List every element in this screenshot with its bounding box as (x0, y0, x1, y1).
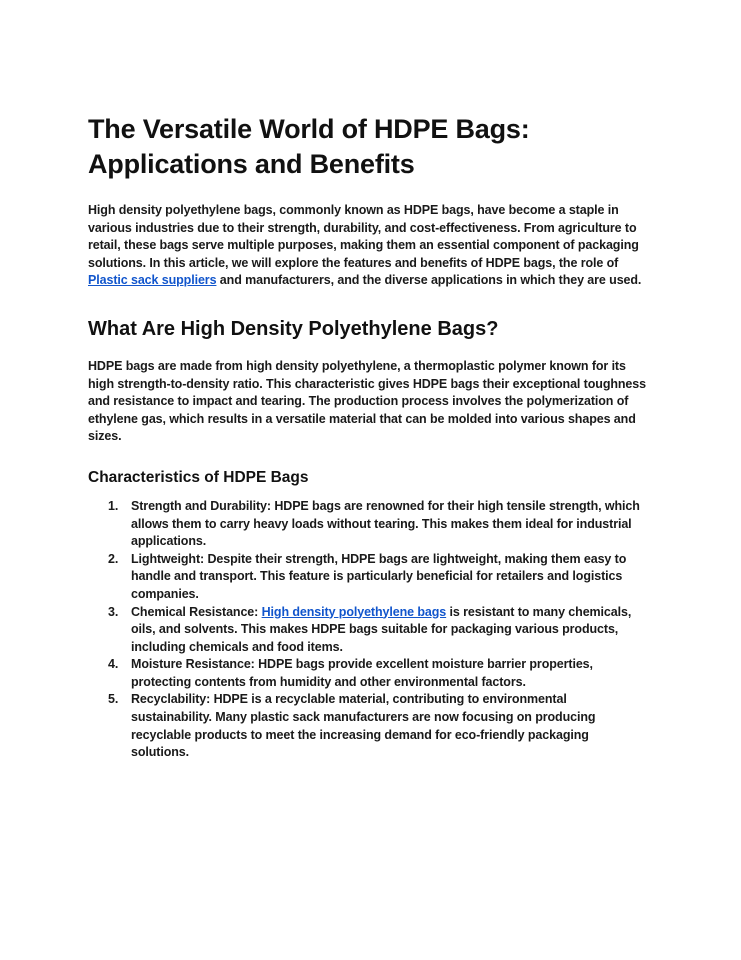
list-item-number: 1. (108, 498, 119, 513)
characteristics-list (88, 498, 650, 762)
list-item (88, 691, 650, 761)
intro-text-before: High density polyethylene bags, commonly known as HDPE bags, have become a staple in various industries due to their strength, durability, and cost-effectiveness. From agriculture to retail, these bags serve multiple purposes, making them an essential component of packaging solutions. In this article, we will explore the features and benefits of HDPE bags, the role of (88, 203, 639, 270)
plastic-sack-suppliers-link[interactable]: Plastic sack suppliers (88, 273, 217, 288)
list-item-number: 3. (108, 604, 119, 619)
intro-paragraph (88, 202, 650, 290)
list-item (88, 604, 650, 657)
section-paragraph-what-are: HDPE bags are made from high density polyethylene, a thermoplastic polymer known for its high strength-to-density ratio. This characteristic gives HDPE bags their exceptional toughness and resistance to impact and tearing. The production process involves the polymerization of ethylene gas, which results in a versatile material that can be molded into various shapes and sizes. (88, 358, 646, 444)
list-item-text: Moisture Resistance: HDPE bags provide excellent moisture barrier properties, protecting contents from humidity and other environmental factors. (131, 657, 593, 689)
list-item-number: 2. (108, 551, 119, 566)
list-item-number: 4. (108, 657, 119, 672)
intro-text-after: and manufacturers, and the diverse applications in which they are used. (216, 273, 642, 288)
document-page (88, 112, 650, 762)
list-item-text-after: is resistant to many chemicals, oils, and solvents. This makes HDPE bags suitable for packaging various products, including chemicals and food items. (131, 604, 632, 654)
list-item (88, 551, 650, 604)
list-item-number: 5. (108, 692, 119, 707)
list-item (88, 498, 650, 551)
page-title: The Versatile World of HDPE Bags: Applications and Benefits (88, 114, 530, 179)
list-item-text: Strength and Durability: HDPE bags are renowned for their high tensile strength, which allows them to carry heavy loads without tearing. This makes them ideal for industrial applications. (131, 498, 640, 549)
section-heading-characteristics: Characteristics of HDPE Bags (88, 468, 309, 486)
list-item-text-before: Chemical Resistance: (131, 604, 262, 619)
list-item-text: Lightweight: Despite their strength, HDPE bags are lightweight, making them easy to handle and transport. This feature is particularly beneficial for retailers and logistics companies. (131, 551, 627, 601)
list-item-text: Recyclability: HDPE is a recyclable material, contributing to environmental sustainability. Many plastic sack manufacturers are now focusing on producing recyclable products to meet the increasing demand for eco-friendly packaging solutions. (131, 692, 596, 760)
hdpe-bags-link[interactable]: High density polyethylene bags (261, 604, 447, 619)
section-heading-what-are: What Are High Density Polyethylene Bags? (88, 317, 499, 340)
list-item (88, 656, 650, 691)
